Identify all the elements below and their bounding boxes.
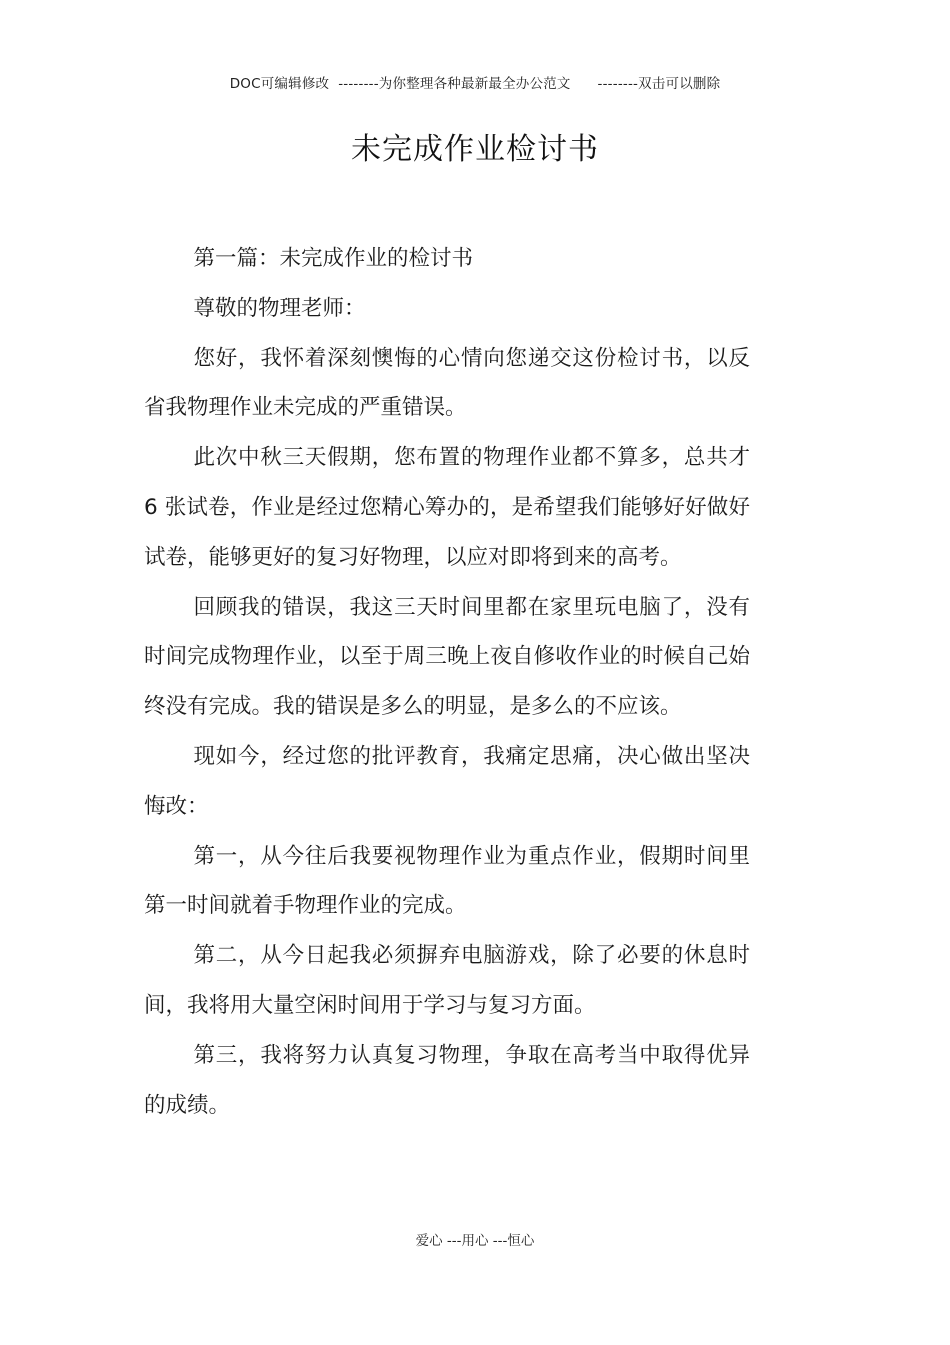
page-footer: 爱心 ---用心 ---恒心 — [415, 1233, 535, 1249]
body-paragraph: 第一，从今往后我要视物理作业为重点作业，假期时间里第一时间就着手物理作业的完成。 — [144, 843, 750, 919]
section-heading: 第一篇：未完成作业的检讨书 — [193, 246, 473, 271]
body-paragraph: 此次中秋三天假期，您布置的物理作业都不算多，总共才 6 张试卷，作业是经过您精心筹办的，是希望我们能够好好做好试卷，能够更好的复习好物理，以应对即将到来的高考。 — [144, 445, 750, 570]
body-paragraph: 第三，我将努力认真复习物理，争取在高考当中取得优异的成绩。 — [144, 1042, 750, 1118]
body-paragraph: 现如今，经过您的批评教育，我痛定思痛，决心做出坚决悔改： — [144, 743, 750, 819]
body-paragraph: 您好，我怀着深刻懊悔的心情向您递交这份检讨书，以反省我物理作业未完成的严重错误。 — [144, 345, 750, 421]
salutation: 尊敬的物理老师： — [193, 295, 366, 321]
body-paragraph: 回顾我的错误，我这三天时间里都在家里玩电脑了，没有时间完成物理作业，以至于周三晚上夜自修收作业的时候自己始终没有完成。我的错误是多么的明显，是多么的不应该。 — [144, 594, 750, 720]
document-body — [144, 234, 750, 1130]
page-header: DOC可编辑修改 --------为你整理各种最新最全办公范文 --------双击可以删除 — [229, 76, 721, 92]
body-paragraph: 第二，从今日起我必须摒弃电脑游戏，除了必要的休息时间，我将用大量空闲时间用于学习与复习方面。 — [144, 943, 750, 1018]
document-title: 未完成作业检讨书 — [351, 132, 599, 167]
